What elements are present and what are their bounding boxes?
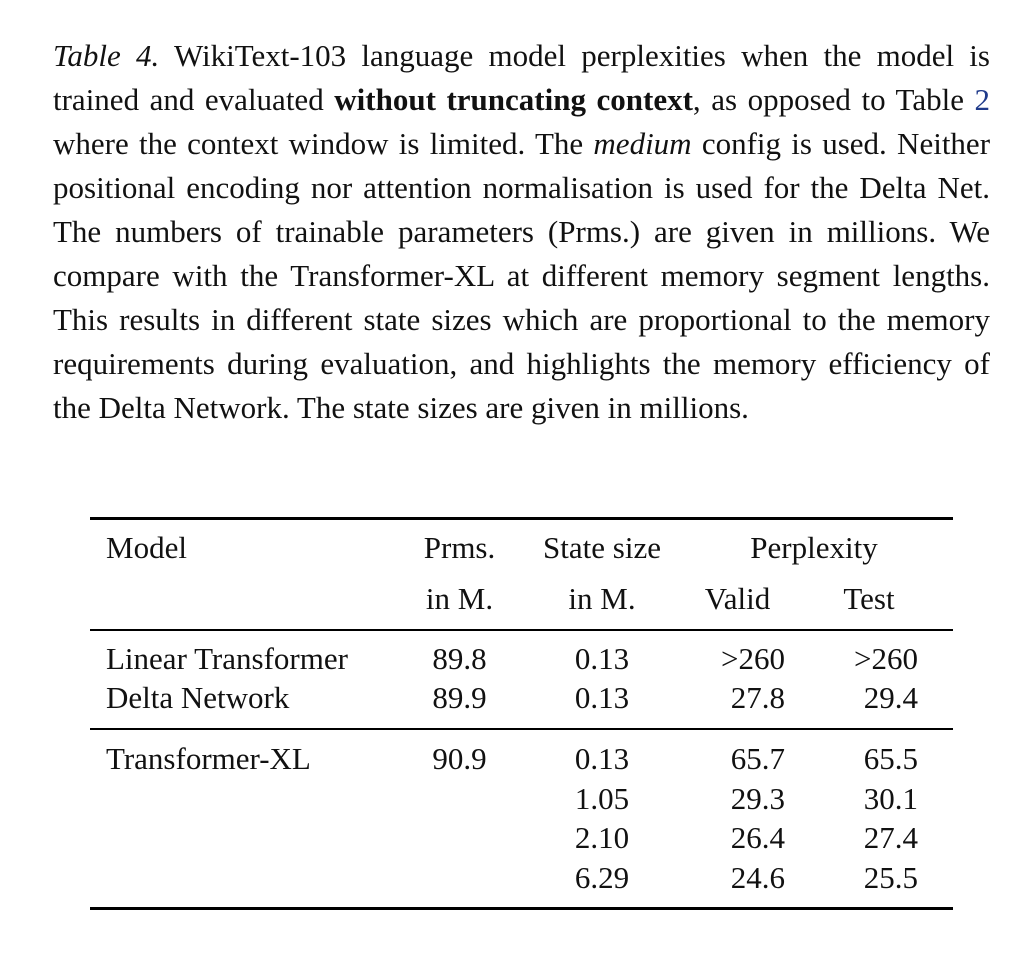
caption-bold-text: without truncating context	[334, 82, 693, 117]
header-valid: Valid	[704, 581, 771, 616]
header-perplexity: Perplexity	[750, 530, 878, 565]
row-state-size: 2.10	[574, 820, 630, 855]
caption-text-2: , as opposed to Table	[692, 82, 964, 117]
caption-label: Table 4.	[53, 38, 160, 73]
row-valid: 65.7	[730, 741, 785, 776]
row-state-size: 1.05	[574, 781, 630, 816]
row-test: 29.4	[863, 680, 918, 715]
row-test: 27.4	[863, 820, 918, 855]
row-state-size: 6.29	[574, 860, 630, 895]
caption-text-3: where the context window is limited. The	[53, 126, 584, 161]
row-valid: 29.3	[730, 781, 785, 816]
row-test: 25.5	[863, 860, 918, 895]
caption-text-1: WikiText-103 language model perplexities when the model is trained and evaluated	[53, 38, 990, 117]
row-test: >260	[854, 641, 918, 676]
header-model: Model	[106, 530, 187, 565]
table-top-rule	[90, 517, 953, 520]
row-model: Linear Transformer	[106, 641, 348, 676]
row-valid: >260	[721, 641, 785, 676]
header-state-size-unit: in M.	[568, 581, 636, 616]
table-bottom-rule	[90, 907, 953, 910]
row-state-size: 0.13	[574, 641, 630, 676]
row-state-size: 0.13	[574, 741, 630, 776]
header-test: Test	[843, 581, 895, 616]
caption-italic-text: medium	[593, 126, 692, 161]
row-valid: 27.8	[730, 680, 785, 715]
row-valid: 24.6	[730, 860, 785, 895]
header-state-size: State size	[543, 530, 661, 565]
row-valid: 26.4	[730, 820, 785, 855]
row-prms: 89.8	[432, 641, 487, 676]
row-prms: 90.9	[432, 741, 487, 776]
table-header-rule	[90, 629, 953, 631]
row-model: Delta Network	[106, 680, 290, 715]
row-test: 30.1	[863, 781, 918, 816]
row-prms: 89.9	[432, 680, 487, 715]
row-test: 65.5	[863, 741, 918, 776]
table-reference-link[interactable]: 2	[974, 82, 991, 117]
caption-text-4: config is used. Neither positional encoding nor attention normalisation is used for the Delta Net. The numbers of trainable parameters (Prms.) are given in millions. We compare with the Transformer-XL at different memory segment lengths. This results in different state sizes which are proportional to the memory requirements during evaluation, and highlights the memory efficiency of the Delta Network. The state sizes are given in millions.	[53, 126, 991, 425]
header-prms: Prms.	[423, 530, 496, 565]
header-prms-unit: in M.	[425, 581, 494, 616]
table-group-rule	[90, 728, 953, 730]
row-state-size: 0.13	[574, 680, 630, 715]
table-caption	[53, 34, 990, 430]
row-model: Transformer-XL	[106, 741, 311, 776]
